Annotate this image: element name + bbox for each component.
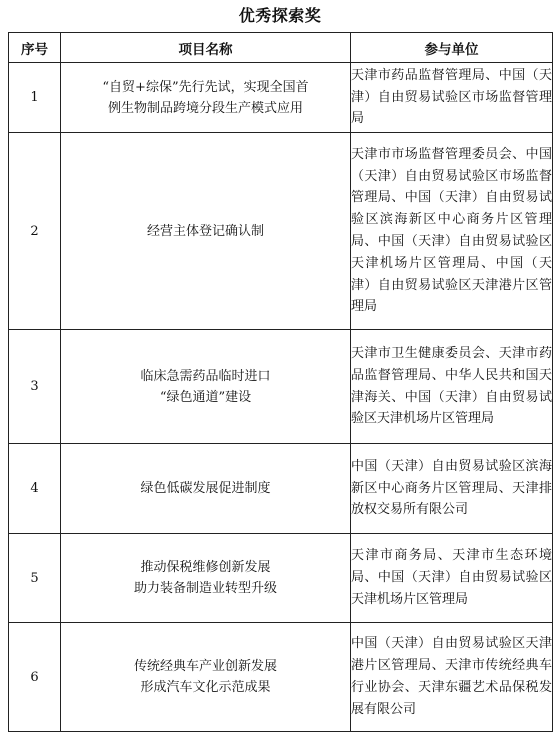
project-name <box>61 444 351 534</box>
header-row <box>9 33 553 63</box>
participant-units: 天津市卫生健康委员会、天津市药品监督管理局、中华人民共和国天津海关、中国（天津）自由贸易试验区天津机场片区管理局 <box>351 330 553 444</box>
participant-units: 中国（天津）自由贸易试验区滨海新区中心商务片区管理局、天津排放权交易所有限公司 <box>351 444 553 534</box>
project-name-line: “绿色通道”建设 <box>159 389 252 405</box>
project-name-line: 经营主体登记确认制 <box>146 223 264 239</box>
awards-table <box>8 32 553 732</box>
project-name-line: “自贸+综保”先行先试，实现全国首 <box>102 79 309 95</box>
project-name-line: 传统经典车产业创新发展 <box>133 659 277 674</box>
header-project-name: 项目名称 <box>61 33 351 63</box>
project-name-line: 形成汽车文化示范成果 <box>140 680 271 695</box>
participant-units: 天津市药品监督管理局、中国（天津）自由贸易试验区市场监督管理局 <box>351 63 553 133</box>
project-name <box>61 623 351 732</box>
participant-units: 天津市市场监督管理委员会、中国（天津）自由贸易试验区市场监督管理局、中国（天津）自由贸易试验区滨海新区中心商务片区管理局、中国（天津）自由贸易试验区天津机场片区管理局、中国（天津）自由贸易试验区天津港片区管理局 <box>351 133 553 330</box>
serial-no: 3 <box>9 330 61 444</box>
header-participants: 参与单位 <box>351 33 553 63</box>
project-name-line: 助力装备制造业转型升级 <box>133 581 277 596</box>
serial-no: 5 <box>9 534 61 623</box>
project-name-line: 推动保税维修创新发展 <box>140 560 271 575</box>
project-name-line: 绿色低碳发展促进制度 <box>140 481 271 496</box>
table-row <box>9 534 553 623</box>
project-name <box>61 63 351 133</box>
table-row <box>9 133 553 330</box>
table-row <box>9 330 553 444</box>
page-title: 优秀探索奖 <box>238 6 322 25</box>
serial-no: 2 <box>9 133 61 330</box>
serial-no: 6 <box>9 623 61 732</box>
project-name <box>61 133 351 330</box>
participant-units: 中国（天津）自由贸易试验区天津港片区管理局、天津市传统经典车行业协会、天津东疆艺术品保税发展有限公司 <box>351 623 553 732</box>
project-name <box>61 330 351 444</box>
project-name-line: 例生物制品跨境分段生产模式应用 <box>107 100 303 116</box>
project-name <box>61 534 351 623</box>
table-row <box>9 623 553 732</box>
project-name-line: 临床急需药品临时进口 <box>140 368 271 384</box>
serial-no: 1 <box>9 63 61 133</box>
participant-units: 天津市商务局、天津市生态环境局、中国（天津）自由贸易试验区天津机场片区管理局 <box>351 534 553 623</box>
table-row <box>9 444 553 534</box>
header-serial-no: 序号 <box>9 33 61 63</box>
serial-no: 4 <box>9 444 61 534</box>
table-row <box>9 63 553 133</box>
